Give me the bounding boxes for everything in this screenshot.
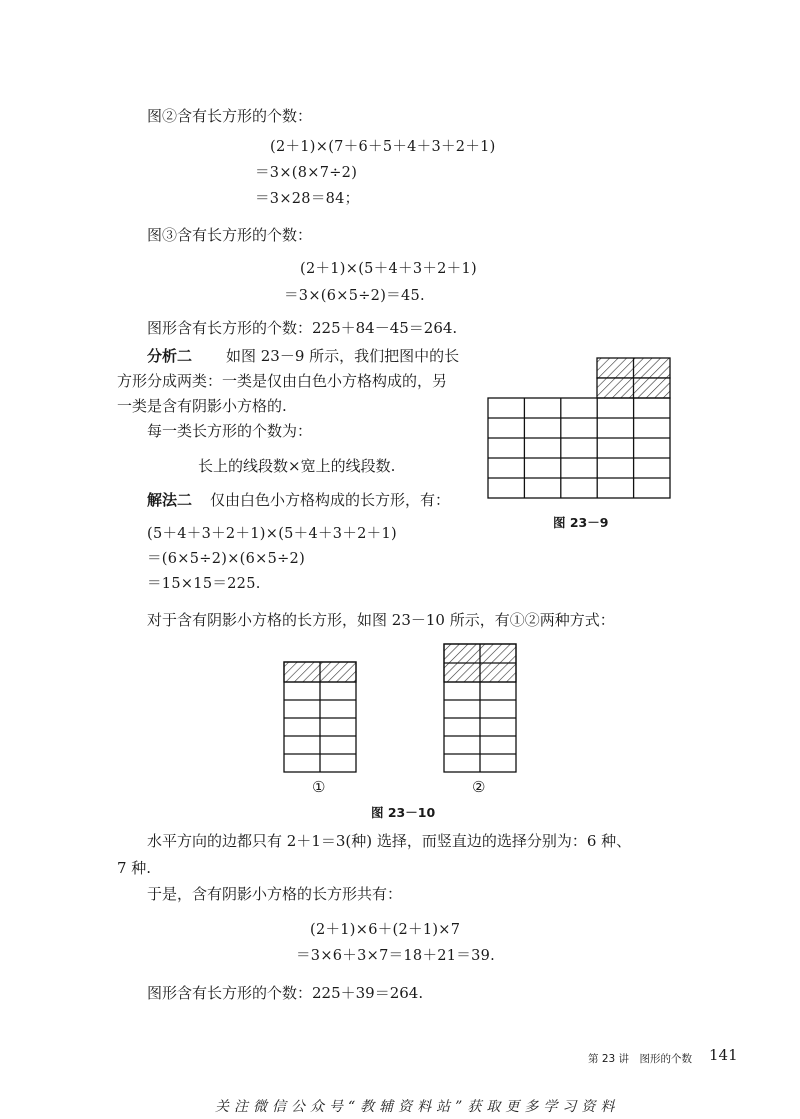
equation-line: ＝(6×5÷2)×(6×5÷2): [147, 551, 306, 567]
white-grid: [488, 398, 670, 498]
text-line: 水平方向的边都只有 2＋1＝3(种) 选择，而竖直边的选择分别为：6 种、: [147, 832, 632, 850]
section-label: 解法二: [147, 491, 193, 509]
text-line: 对于含有阴影小方格的长方形，如图 23－10 所示，有①②两种方式：: [147, 611, 615, 629]
subfigure-label: ①: [312, 778, 326, 796]
text-line: 图③含有长方形的个数：: [147, 226, 313, 244]
text-line: 每一类长方形的个数为：: [147, 422, 313, 440]
equation-line: (5＋4＋3＋2＋1)×(5＋4＋3＋2＋1): [147, 526, 397, 542]
equation-line: ＝3×28＝84；: [255, 191, 360, 207]
text-line: 方形分成两类：一类是仅由白色小方格构成的，另: [117, 372, 448, 390]
text-line: 仅由白色小方格构成的长方形，有：: [210, 491, 451, 509]
footer-section-title: 第 23 讲 图形的个数: [588, 1053, 693, 1065]
page-number: 141: [709, 1046, 738, 1064]
text-line: 一类是含有阴影小方格的.: [117, 397, 287, 415]
figure-23-10-2: [444, 644, 516, 772]
watermark: 关注微信公众号“教辅资料站”获取更多学习资料: [215, 1099, 620, 1115]
subfigure-label: ②: [472, 778, 486, 796]
text-line: 图形含有长方形的个数：225＋84－45＝264.: [147, 319, 458, 337]
figure-caption: 图 23－10: [371, 805, 436, 820]
figure-23-10-1: [284, 662, 356, 772]
figure-23-9: [488, 358, 670, 498]
equation-line: ＝3×(8×7÷2): [255, 165, 358, 181]
equation-line: ＝3×6＋3×7＝18＋21＝39.: [296, 948, 496, 964]
text-line: 如图 23－9 所示，我们把图中的长: [226, 347, 460, 365]
figure-caption: 图 23－9: [553, 515, 609, 530]
section-label: 分析二: [147, 347, 193, 365]
equation-line: (2＋1)×6＋(2＋1)×7: [310, 922, 461, 938]
text-line: 图②含有长方形的个数：: [147, 107, 313, 125]
equation-line: (2＋1)×(7＋6＋5＋4＋3＋2＋1): [270, 139, 496, 155]
equation-line: ＝3×(6×5÷2)＝45.: [284, 288, 425, 304]
text-line: 于是，含有阴影小方格的长方形共有：: [147, 885, 403, 903]
equation-line: (2＋1)×(5＋4＋3＋2＋1): [300, 261, 477, 277]
equation-line: ＝15×15＝225.: [147, 576, 261, 592]
text-line: 长上的线段数×宽上的线段数.: [198, 457, 396, 475]
text-line: 图形含有长方形的个数：225＋39＝264.: [147, 984, 424, 1002]
text-line: 7 种.: [117, 859, 152, 877]
